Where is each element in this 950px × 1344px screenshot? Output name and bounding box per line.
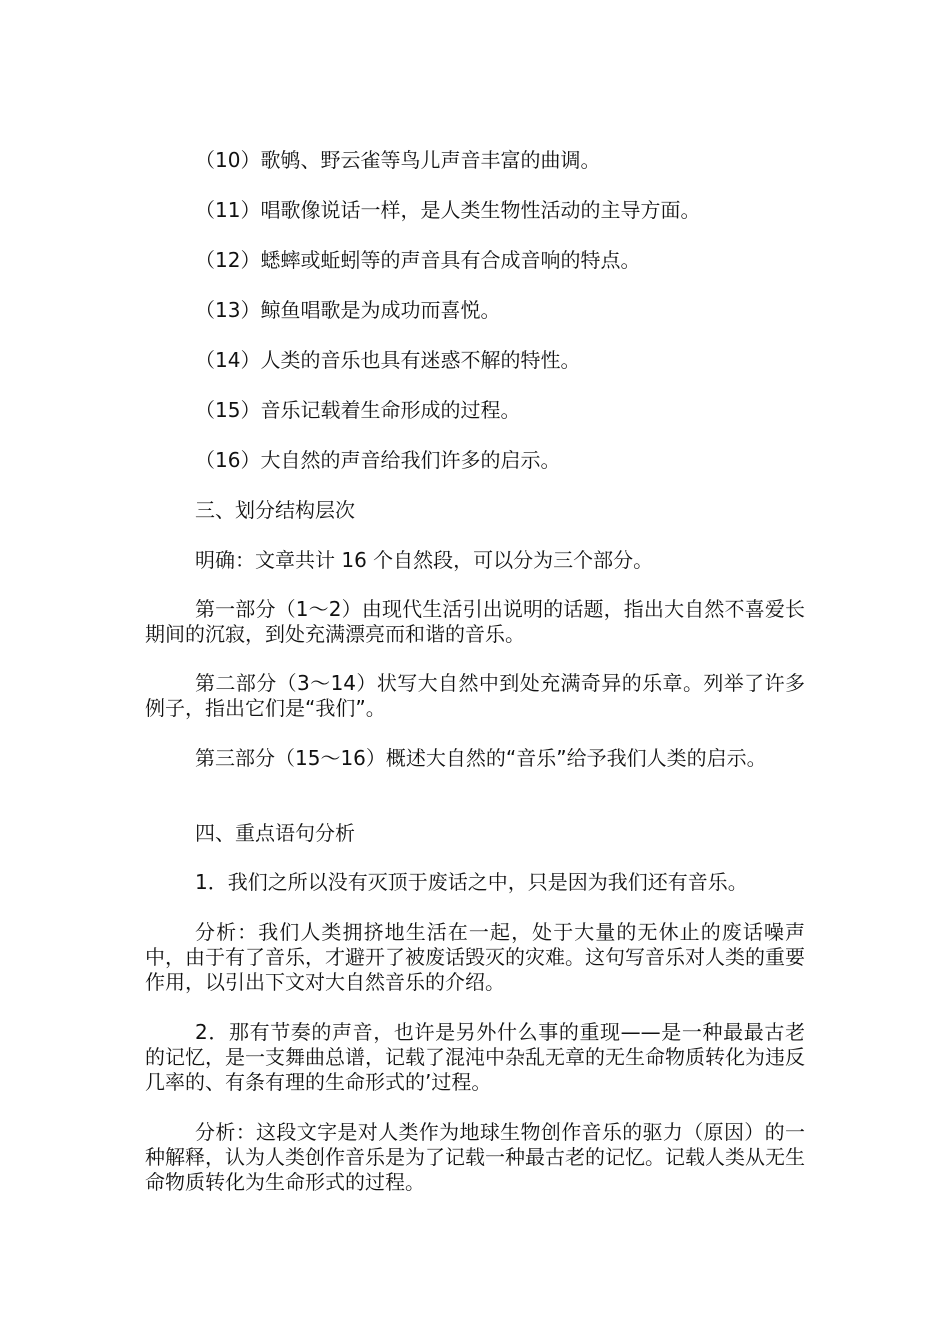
paragraph-part-three: 第三部分（15～16）概述大自然的“音乐”给予我们人类的启示。 xyxy=(195,746,767,770)
analysis-2: 分析：这段文字是对人类作为地球生物创作音乐的驱力（原因）的一种解释，认为人类创作音乐是为了记载一种最古老的记忆。记载人类从无生命物质转化为生命形式的过程。 xyxy=(145,1120,805,1194)
section-heading-key-sentences: 四、重点语句分析 xyxy=(195,821,355,845)
paragraph-item-11: （11）唱歌像说话一样，是人类生物性活动的主导方面。 xyxy=(195,198,701,222)
section-heading-structure: 三、划分结构层次 xyxy=(195,498,355,522)
paragraph-part-one: 第一部分（1～2）由现代生活引出说明的话题，指出大自然不喜爱长期间的沉寂，到处充满漂亮而和谐的音乐。 xyxy=(145,597,805,646)
paragraph-item-16: （16）大自然的声音给我们许多的启示。 xyxy=(195,448,561,472)
paragraph-part-two: 第二部分（3～14）状写大自然中到处充满奇异的乐章。列举了许多例子，指出它们是“我们”。 xyxy=(145,671,805,720)
paragraph-item-12: （12）蟋蟀或蚯蚓等的声音具有合成音响的特点。 xyxy=(195,248,641,272)
paragraph-item-13: （13）鲸鱼唱歌是为成功而喜悦。 xyxy=(195,298,501,322)
paragraph-item-10: （10）歌鸲、野云雀等鸟儿声音丰富的曲调。 xyxy=(195,148,601,172)
paragraph-item-14: （14）人类的音乐也具有迷惑不解的特性。 xyxy=(195,348,581,372)
paragraph-item-15: （15）音乐记载着生命形成的过程。 xyxy=(195,398,521,422)
analysis-1: 分析：我们人类拥挤地生活在一起，处于大量的无休止的废话噪声中，由于有了音乐，才避开了被废话毁灭的灾难。这句写音乐对人类的重要作用，以引出下文对大自然音乐的介绍。 xyxy=(145,920,805,994)
paragraph-clarification: 明确：文章共计 16 个自然段，可以分为三个部分。 xyxy=(195,548,654,572)
key-sentence-2: 2．那有节奏的声音，也许是另外什么事的重现——是一种最最古老的记忆，是一支舞曲总谱，记载了混沌中杂乱无章的无生命物质转化为违反几率的、有条有理的生命形式的’过程。 xyxy=(145,1020,805,1094)
key-sentence-1: 1．我们之所以没有灭顶于废话之中，只是因为我们还有音乐。 xyxy=(195,870,748,894)
